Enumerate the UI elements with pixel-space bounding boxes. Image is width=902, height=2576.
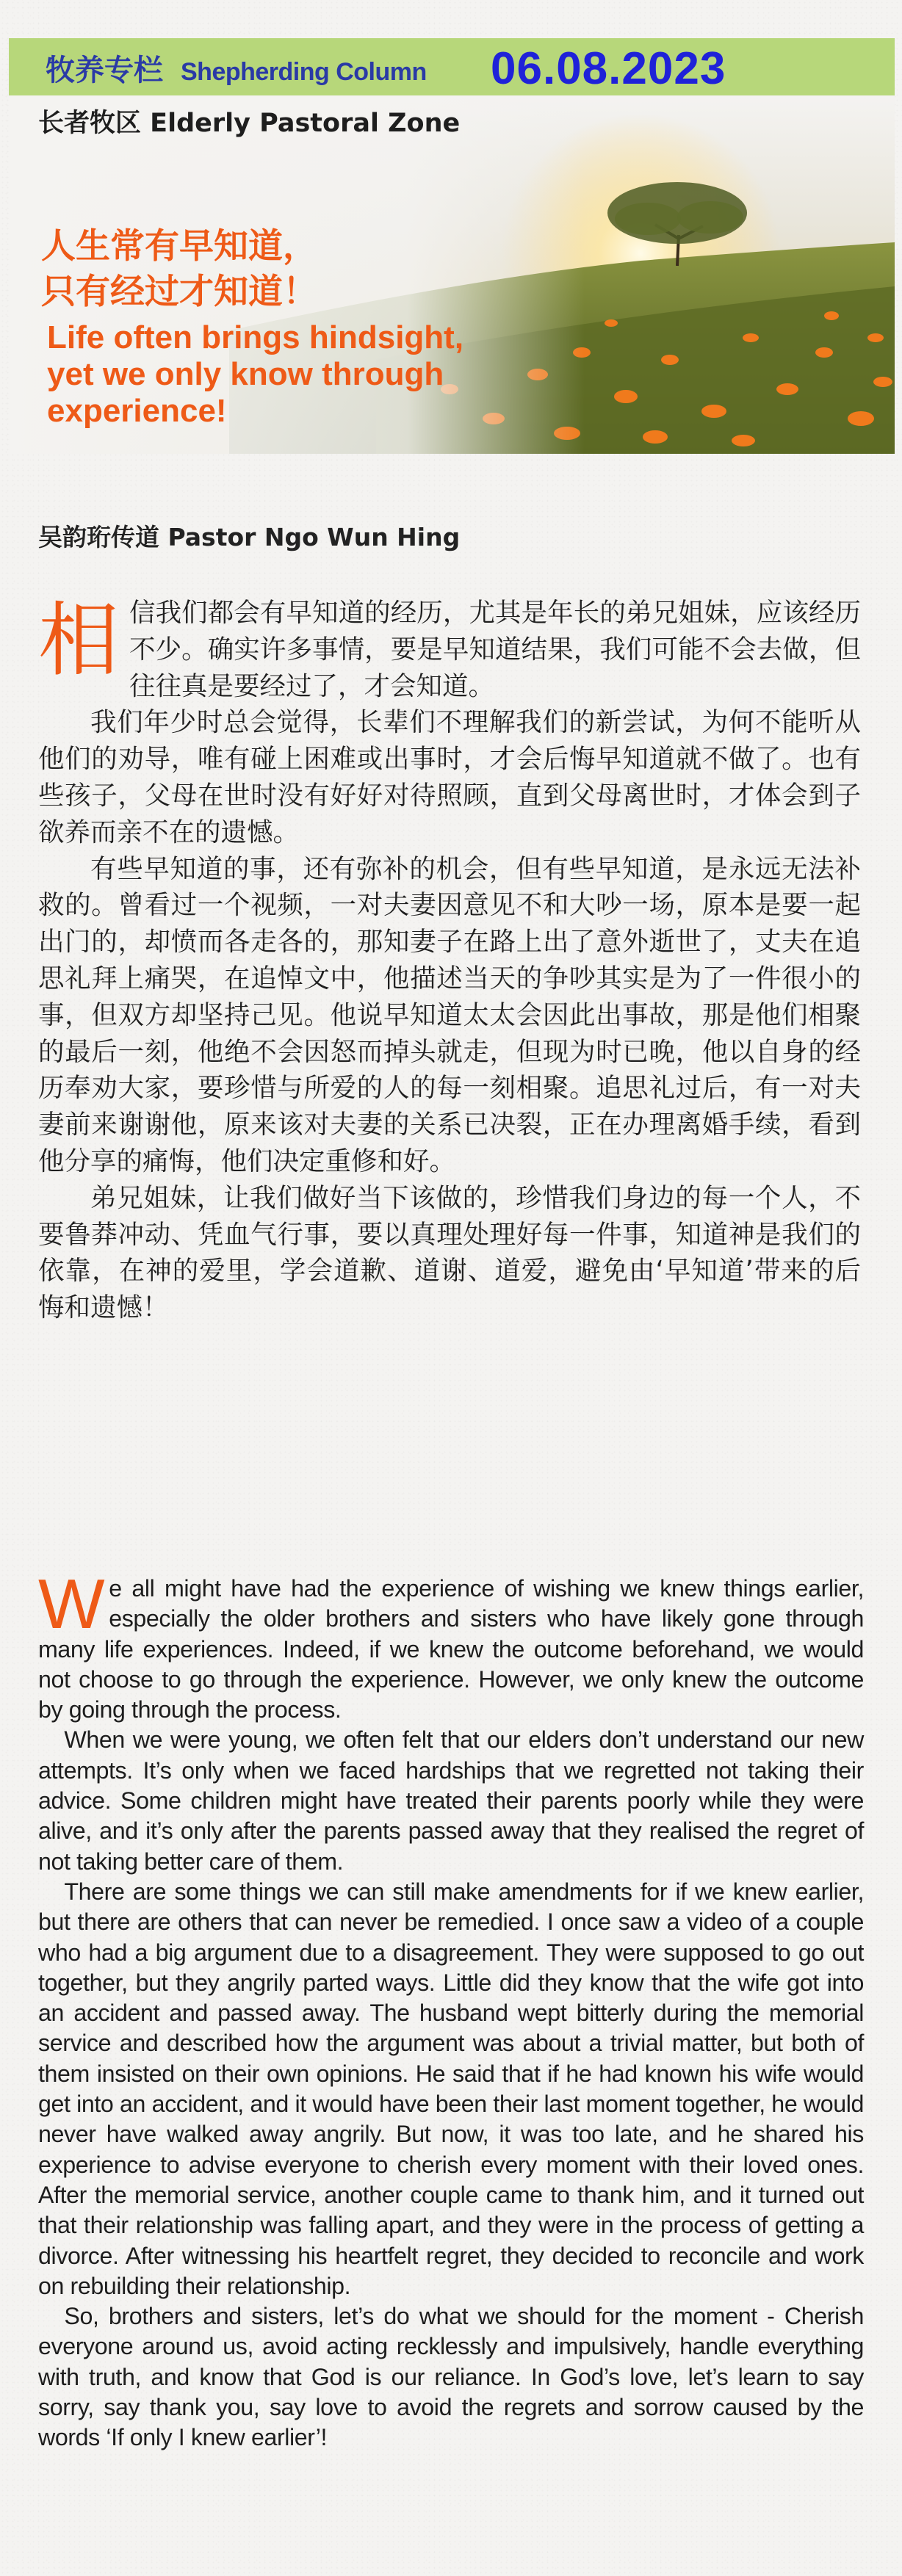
hero-title-en-line1: Life often brings hindsight,: [47, 319, 464, 355]
english-paragraph-4: So, brothers and sisters, let’s do what we should for the moment - Cherish everyone around us, avoid acting recklessly and impulsively, handle everything with truth, and know that God is our reliance. In God’s love, let’s learn to say sorry, say thank you, say love to avoid the regrets and sorrow caused by the words ‘If only I knew earlier’!: [38, 2303, 864, 2451]
english-drop-cap: W: [38, 1565, 105, 1643]
hero-title-zh-line1: 人生常有早知道，: [41, 226, 317, 267]
chinese-article: [38, 595, 861, 1326]
hero-title-en-line2: yet we only know through: [47, 356, 444, 392]
english-paragraph-1: [38, 1565, 864, 1725]
english-article: [38, 1565, 864, 2453]
hero-title-en-line3: experience!: [47, 393, 227, 429]
author-byline: 吴韵珩传道 Pastor Ngo Wun Hing: [38, 523, 461, 551]
chinese-paragraph-2: 我们年少时总会觉得，长辈们不理解我们的新尝试，为何不能听从他们的劝导，唯有碰上困难或出事时，才会后悔早知道就不做了。也有些孩子，父母在世时没有好好对待照顾，直到父母离世时，才体会到子欲养而亲不在的遗憾。: [38, 707, 861, 847]
hero-title-zh-line2: 只有经过才知道！: [41, 272, 317, 312]
chinese-paragraph-4: 弟兄姐妹，让我们做好当下该做的，珍惜我们身边的每一个人，不要鲁莽冲动、凭血气行事，要以真理处理好每一件事，知道神是我们的依靠，在神的爱里，学会道歉、道谢、道爱，避免由‘早知道’带来的后悔和遗憾！: [38, 1182, 861, 1323]
issue-date: 06.08.2023: [491, 43, 726, 94]
chinese-paragraph-3: 有些早知道的事，还有弥补的机会，但有些早知道，是永远无法补救的。曾看过一个视频，一对夫妻因意见不和大吵一场，原本是要一起出门的，却愤而各走各的，那知妻子在路上出了意外逝世了，丈夫在追思礼拜上痛哭，在追悼文中，他描述当天的争吵其实是为了一件很小的事，但双方却坚持己见。他说早知道太太会因此出事故，那是他们相聚的最后一刻，他绝不会因怒而掉头就走，但现为时已晚，他以自身的经历奉劝大家，要珍惜与所爱的人的每一刻相聚。追思礼过后，有一对夫妻前来谢谢他，原来该对夫妻的关系已决裂，正在办理离婚手续，看到他分享的痛悔，他们决定重修和好。: [38, 853, 861, 1176]
chinese-paragraph-1: [38, 595, 861, 704]
chinese-drop-cap: 相: [38, 593, 119, 687]
english-paragraph-3: There are some things we can still make amendments for if we knew earlier, but there are others that can never be remedied. I once saw a video of a couple who had a big argument due to a disagreement. They were supposed to go out together, but they angrily parted ways. Little did they know that the wife got into an accident and passed away. The husband wept bitterly during the memorial service and described how the argument was about a trivial matter, but both of them insisted on their own opinions. He said that if he had known his wife would get into an accident, and it would have been their last moment together, he would never have walked away angrily. But now, it was too late, and he shared his experience to advise everyone to cherish every moment with their loved ones. After the memorial service, another couple came to thank him, and it turned out that their relationship was falling apart, and they were in the process of getting a divorce. After witnessing his heartfelt regret, they decided to reconcile and work on rebuilding their relationship.: [38, 1878, 864, 2299]
column-title-en: Shepherding Column: [181, 58, 427, 86]
column-header-bar: [9, 38, 895, 95]
english-paragraph-2: When we were young, we often felt that our elders don’t understand our new attempts. It’s only when we faced hardships that we regretted not taking their advice. Some children might have treated their parents poorly while they were alive, and it’s only after the parents passed away that they realised the regret of not taking better care of them.: [38, 1726, 864, 1875]
pastoral-zone-label: 长者牧区 Elderly Pastoral Zone: [38, 109, 461, 138]
chinese-paragraph-1-text: 信我们都会有早知道的经历，尤其是年长的弟兄姐妹，应该经历不少。确实许多事情，要是早知道结果，我们可能不会去做，但往往真是要经过了，才会知道。: [129, 598, 861, 701]
hero-title-en: [47, 319, 488, 430]
english-paragraph-1-text: e all might have had the experience of wishing we knew things earlier, especially the older brothers and sisters who have likely gone through many life experiences. Indeed, if we knew the outcome beforehand, we would not choose to go through the experience. However, we only knew the outcome by going through the process.: [38, 1575, 864, 1723]
hero-title-zh: [41, 224, 423, 315]
column-title-zh: 牧养专栏: [46, 54, 163, 87]
hero-banner: [9, 95, 895, 454]
column-label: [46, 47, 427, 88]
